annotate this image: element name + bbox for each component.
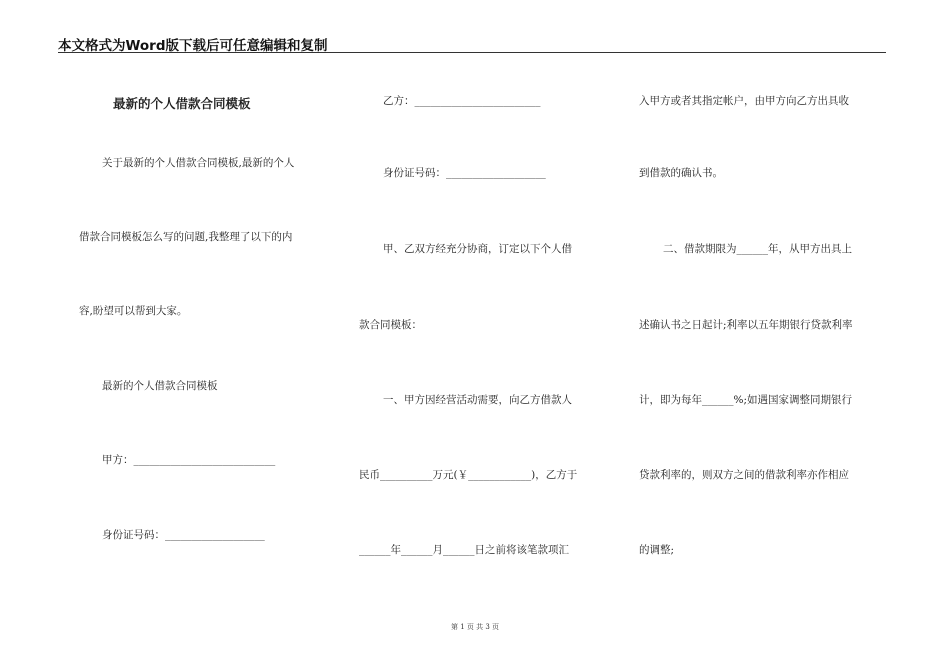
paragraph-line: 甲、乙双方经充分协商，订定以下个人借 — [383, 243, 572, 255]
paragraph-line: 容,盼望可以帮到大家。 — [79, 305, 188, 317]
document-header: 本文格式为Word版下载后可任意编辑和复制 — [58, 38, 328, 54]
paragraph-line: 述确认书之日起计;利率以五年期银行贷款利率 — [639, 319, 853, 331]
id-number-a-label: 身份证号码： — [102, 529, 165, 541]
id-number-b-line — [383, 166, 546, 180]
id-number-a-blank: ___________________ — [165, 529, 265, 541]
paragraph-line: 的调整; — [639, 544, 675, 556]
paragraph-line: 民币__________万元(￥____________)，乙方于 — [359, 469, 578, 481]
party-b-blank: ________________________ — [414, 95, 541, 107]
paragraph-line: 款合同模板： — [359, 319, 422, 331]
id-number-b-label: 身份证号码： — [383, 167, 446, 179]
paragraph-line: 二、借款期限为______年，从甲方出具上 — [663, 243, 852, 255]
document-title: 最新的个人借款合同模板 — [113, 96, 251, 111]
paragraph-line: 一、甲方因经营活动需要，向乙方借款人 — [383, 394, 572, 406]
subheading: 最新的个人借款合同模板 — [102, 380, 218, 392]
paragraph-line: ______年______月______日之前将该笔款项汇 — [359, 544, 569, 556]
id-number-a-line — [102, 528, 265, 542]
party-a-label: 甲方： — [102, 454, 134, 466]
paragraph-line: 入甲方或者其指定帐户，由甲方向乙方出具收 — [639, 95, 849, 107]
paragraph-line: 关于最新的个人借款合同模板,最新的个人 — [102, 157, 295, 169]
paragraph-line: 到借款的确认书。 — [639, 167, 723, 179]
paragraph-line: 贷款利率的，则双方之间的借款利率亦作相应 — [639, 469, 849, 481]
header-divider — [58, 52, 886, 53]
party-a-line — [102, 453, 275, 467]
id-number-b-blank: ___________________ — [446, 167, 546, 179]
page-number: 第 1 页 共 3 页 — [450, 623, 500, 631]
paragraph-line: 计，即为每年______%;如遇国家调整同期银行 — [639, 394, 853, 406]
party-b-line — [383, 94, 541, 108]
party-b-label: 乙方： — [383, 95, 415, 107]
paragraph-line: 借款合同模板怎么写的问题,我整理了以下的内 — [79, 231, 293, 243]
party-a-blank: ___________________________ — [133, 454, 276, 466]
